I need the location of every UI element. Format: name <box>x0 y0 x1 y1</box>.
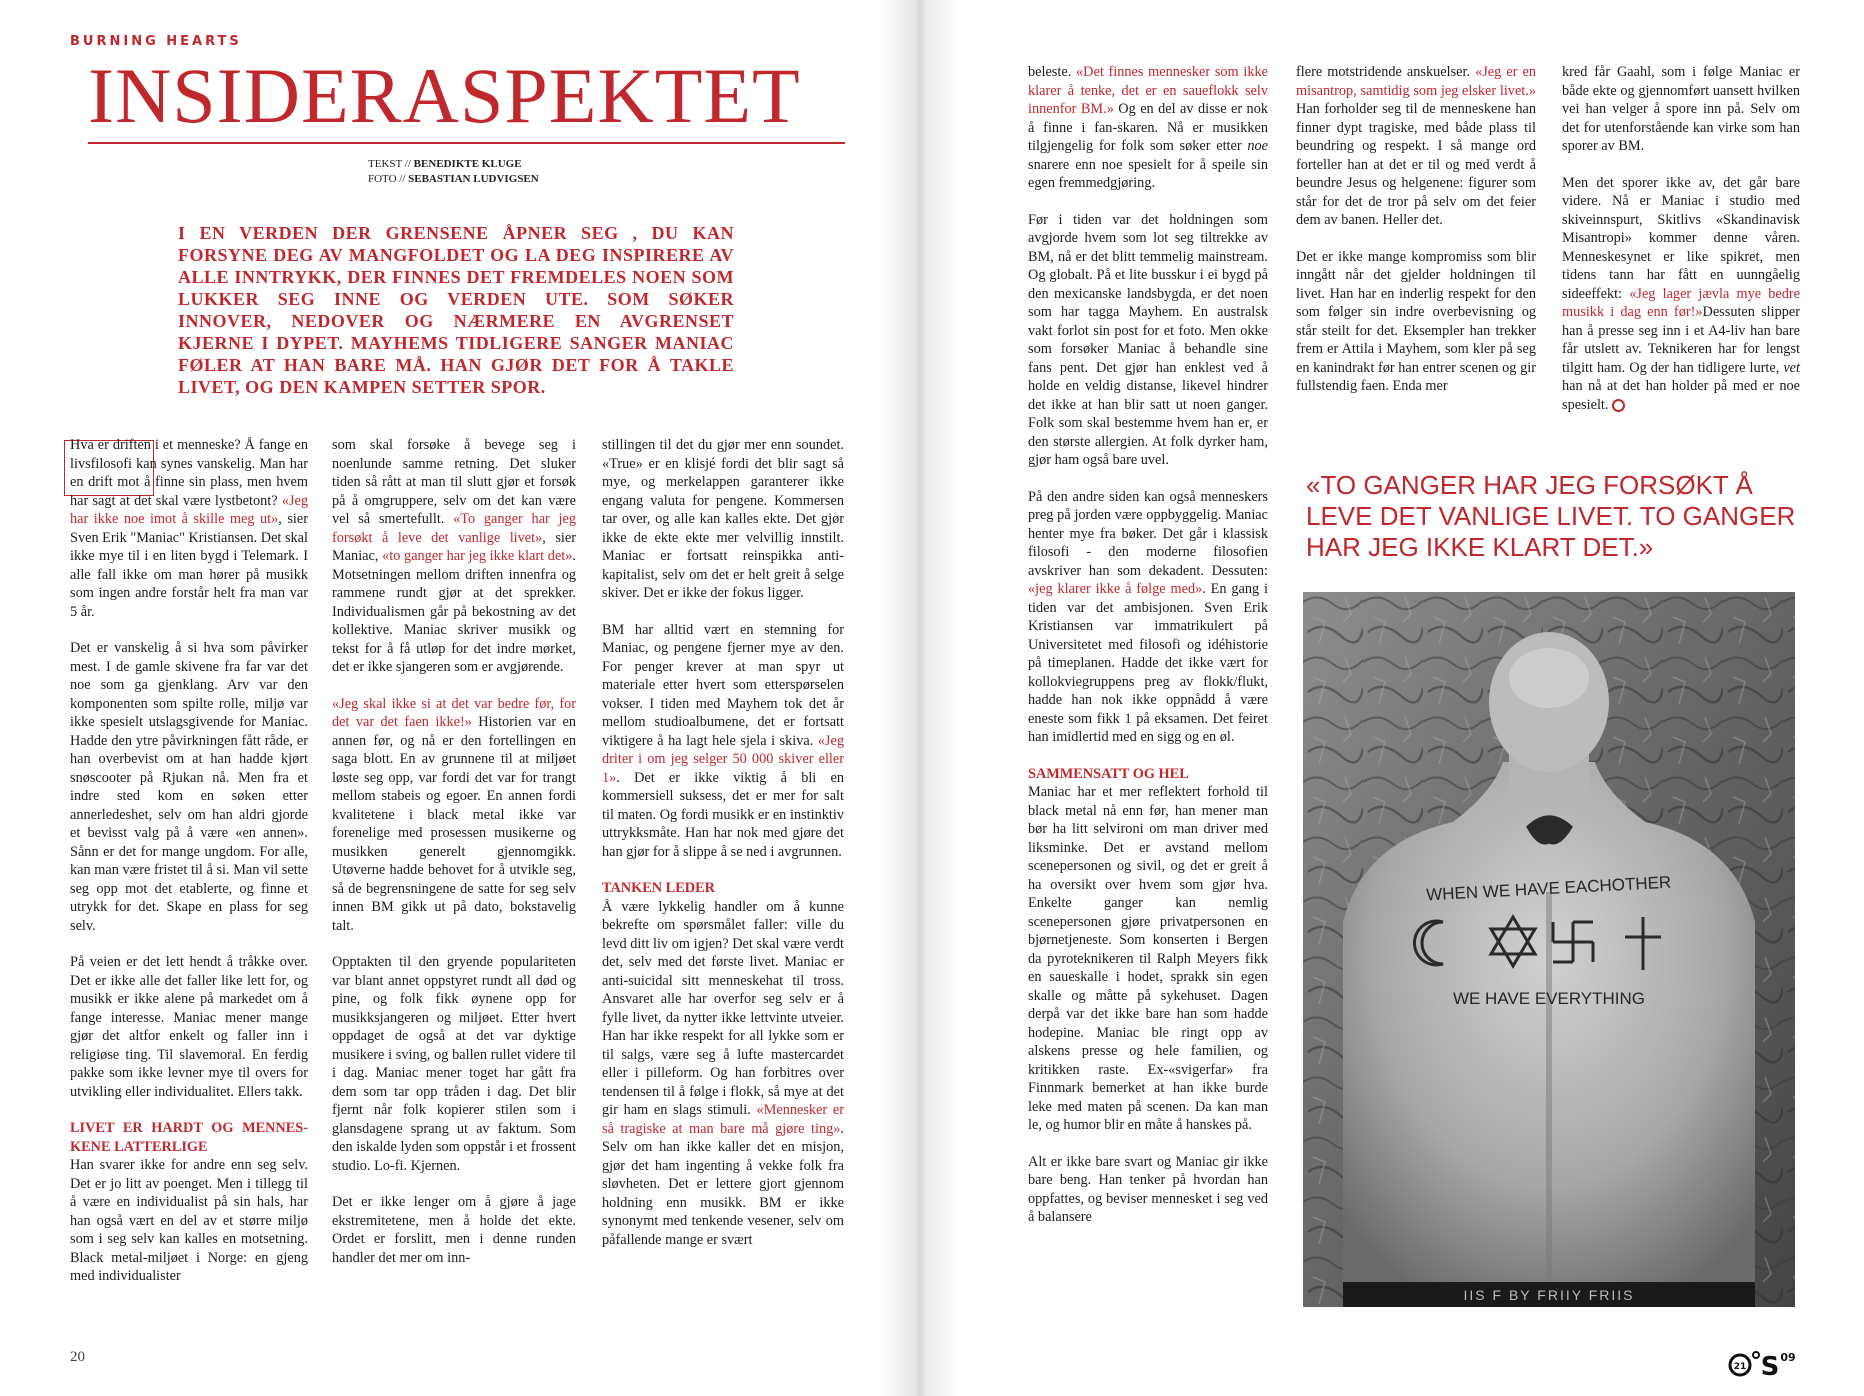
paragraph: Opptakten til den gryende populariteten var blant annet oppstyret rundt all død og pine, og folk fikk øynene opp for musikksjangeren og miljøet. Etter hvert oppdaget de også at det var dyktige musikere i sving, og ballen rullet videre til i dag. Maniac mener toget har gått fra dem som tar opp tråden i dag. Det blir fjernt når folk kopierer stilen som i glansdagene sprang ut av faktum. Som den iskalde lyden som oppstår i et frossent studio. Lo-fi. Kjernen. <box>332 954 576 1174</box>
subheading: TANKEN LEDER <box>602 880 715 896</box>
byline <box>368 157 539 187</box>
title-rule <box>88 142 845 144</box>
pull-quote: «TO GANGER HAR JEG FORSØKT Å LEVE DET VANLIGE LIVET. TO GANGER HAR JEG IKKE KLART DET.» <box>1306 470 1796 562</box>
byline-photo-label: FOTO // <box>368 173 406 185</box>
paragraph: Han svarer ikke for andre enn seg selv. Det er jo litt av poenget. Men i tillegg til å være en individualist på sin hals, har han også vært en del av et større miljø som i seg selv kan kalles en motsetning. Black metal-miljøet i Norge: en gjeng med individualister <box>70 1157 308 1284</box>
article-photo <box>1303 592 1795 1307</box>
paragraph: Før i tiden var det holdningen som avgjorde hvem som lot seg tiltrekke av BM, nå er det blitt temmelig mainstream. Og globalt. På et lite busskur i ei bygd på den mexicanske landsbygda, er det noen som har tagga Mayhem. En australsk vakt forlot sin post for et foto. Men okke som forsøker Maniac å behandle sine fans pent. Det gjør han enklest ved å holde en veldig distanse, likevel hindrer det ikke at han blir satt ut noen ganger. Folk som skal bestemme hvem han er, er den største allergien. At folk dyrker ham, gjør ham også bare uvel. <box>1028 211 1268 468</box>
paragraph: beleste. «Det finnes mennesker som ikke klarer å tenke, det er en saueflokk selv innenfor BM.» Og en del av disse er nok å finne i fan-skaren. Nå er musikken tilgjengelig for folk som søker etter noe snarere enn noe spesielt for å speile sin egen fremmedgjøring. <box>1028 64 1269 191</box>
page-number-right: 21 <box>1733 1362 1747 1372</box>
end-mark-icon <box>1612 399 1625 412</box>
paragraph: Hva er driften i et menneske? Å fange en livsfilosofi kan synes vanskelig. Man har en drift mot å finne sin plass, men hvem har sagt at det skal være lystbetont? «Jeg har ikke noe imot å skille meg ut», sier Sven Erik "Maniac" Kristiansen. Det skal ikke mye til i en liten bygd i Telemark. I alle fall ikke om man hører på musikk som ingen andre forstår helt fra man var 5 år. <box>70 437 308 620</box>
logo-issue: 09 <box>1780 1351 1796 1364</box>
column-6 <box>1562 63 1800 414</box>
column-1 <box>70 436 308 1286</box>
paragraph: Det er ikke lenger om å gjøre å jage ekstremitetene, men å holde det ekte. Ordet er forslitt, men i denne runden handler det mer om inn- <box>332 1194 576 1266</box>
paragraph: flere motstridende anskuelser. «Jeg er en misantrop, samtidig som jeg elsker livet.» Han forholder seg til de menneskene han finner dypt tragiske, med både plass til beundring og respekt. I så mange ord forteller han at det er til og med verdt å beundre Jesus og helgenene: figurer som står for det de tror på selv om det feier dem av banen. Heller det. <box>1296 64 1536 228</box>
page-number-left: 20 <box>70 1349 85 1365</box>
quote: «To ganger har jeg forsøkt å leve det vanlige livet» <box>332 511 577 546</box>
paragraph: som skal forsøke å bevege seg i noenlunde samme retning. Det sluker tiden så rått at man til slutt gjør et forsøk på å omgruppere, selv om det kan være vel så smertefullt. «To ganger har jeg forsøkt å leve det vanlige livet», sier Maniac, «to ganger har jeg ikke klart det». Motsetningen mellom driften innenfra og rammene rundt gjør at det sprekker. Individualismen går på bekostning av det kollektive. Maniac skriver musikk og tekst for å få utløp for det indre mørket, det er ikke sjangeren som er avgjørende. <box>332 437 577 675</box>
paragraph: stillingen til det du gjør mer enn soundet. «True» er en klisjé fordi det blir sagt så mye, og merkelappen garanterer ikke engang valuta for pengene. Kommersen tar over, og alle kan kalles ekte. Det gjør ikke de ekte ekte mer velvillig innstilt. Maniac er fortsatt reinspikka anti-kapitalist, selv om det er helt greit å selge skiver. Det er ikke der fokus ligger. <box>602 437 844 601</box>
logo-letter: S <box>1760 1352 1780 1379</box>
paragraph: På den andre siden kan også menneskers preg på jorden være oppbyggelig. Maniac henter mye fra bøker. Det går i klassisk filosofi - den moderne filosofien avskriver han som dekadent. Dessuten: «jeg klarer ikke å følge med». En gang i tiden var det ambisjonen. Sven Erik Kristiansen var immatrikulert på Universitetet med filosofi og idéhistorie på timeplanen. Hadde det ikke vært for kollokviegruppens preg av flokk/flukt, hadde han nok ikke oppnådd å være eneste som fikk 1 på eksamen. Det feiret han imidlertid med en sigg og en øl. <box>1028 488 1268 745</box>
byline-photographer: SEBASTIAN LUDVIGSEN <box>408 173 539 185</box>
column-2 <box>332 436 576 1267</box>
quote: «Mennesker er så tragiske at man bare må gjøre ting» <box>602 1102 844 1137</box>
quote: «Jeg skal ikke si at det var bedre før, for det var det faen ikke!» <box>332 695 576 730</box>
paragraph: «Jeg skal ikke si at det var bedre før, for det var det faen ikke!» Historien var en annen før, og nå er den fortellingen en saga blott. En av grunnene til at miljøet løste seg opp, var fordi det var for trangt mellom stabeis og egoer. En annen fordi kvalitetene i black metal ikke var forenelige med prosessen musikerne og musikken generelt gjennomgikk. Utøverne hadde behovet for å utvikle seg, så de begrensningene de satte for seg selv innen BM gikk ut på dato, bokstavelig talt. <box>332 695 576 934</box>
paragraph: Å være lykkelig handler om å kunne bekrefte om spørsmålet faller: ville du levd ditt liv om igjen? Det skal være verdt det, selv med det første livet. Maniac er anti-suicidal sitt menneskehat til tross. Ansvaret alle har overfor seg selv er å fylle livet, da nytter ikke lettvinte utveier. Han har ikke respekt for all lykke som er til salgs, være seg å lufte mastercardet eller i pilleform. Og han forbitres over tendensen til å følge i flokk, så mye at det gir ham en slags stimuli. «Mennesker er så tragiske at man bare må gjøre ting». Selv om han ikke kaller det en misjon, gjør det ham ingenting å vekke folk fra sløvheten. Det er lettere gjort gjennom holdning enn musikk. BM er ikke synonymt med tenkende vesener, selv om påfallende mange er svært <box>602 898 844 1248</box>
quote: «jeg klarer ikke å følge med» <box>1028 581 1203 597</box>
waistband-text: IIS F BY FRIIY FRIIS <box>1463 1287 1635 1303</box>
tattoo-text-top: WHEN WE HAVE EACHOTHER <box>1425 872 1672 905</box>
paragraph: På veien er det lett hendt å tråkke over. Det er ikke alle det faller like lett for, og musikk er ikke alene på markedet om å fange interesse. Maniac mener mange gjør det altfor enkelt og faller inn i religiøse ting. Til slavemoral. En ferdig pakke som ikke levner mye til overs for utvikling eller individualitet. Ellers takk. <box>70 954 308 1100</box>
paragraph: Maniac har et mer reflektert forhold til black metal nå enn før, han mener man bør ha litt selvironi om man driver med liksminke. Det er avstand mellom scenepersonen og sivil, og det er greit å ha oversikt over hvem som gjør hva. Enkelte ganger kan nemlig scenepersonen gjøre privatpersonen en bjørnetjeneste. Som konserten i Bergen da pyroteknikeren til Ralph Meyers fikk en saueskalle i hodet, sprakk sin egen skalle og måtte på sykehuset. Dagen derpå var det ikke bare han som hadde hodepine. Maniac ble ringt opp av alskens presse og hele familien, og kritikken raste. Ex-«svigerfar» fra Finnmark bemerket at han ikke burde leke med maten på scenen. Da kan man le, og humor blir en måte å hanskes på. <box>1028 784 1268 1133</box>
logo-graphic <box>1728 1347 1798 1379</box>
quote: «Det finnes mennesker som ikke klarer å tenke, det er en saueflokk selv innenfor BM.» <box>1028 64 1269 117</box>
tattoo-text-bottom: WE HAVE EVERYTHING <box>1452 989 1646 1008</box>
quote: «to ganger har jeg ikke klart det» <box>382 548 573 564</box>
subheading: SAMMENSATT OG HEL <box>1028 765 1189 782</box>
byline-author: BENEDIKTE KLUGE <box>413 158 522 170</box>
quote: «Jeg driter i om jeg selger 50 000 skiver eller 1» <box>602 732 844 786</box>
subheading: LIVET ER HARDT OG MENNES-KENE LATTERLIGE <box>70 1120 308 1155</box>
article-title: INSIDERASPEKTET <box>88 52 801 139</box>
column-5 <box>1296 63 1536 396</box>
paragraph: Det er vanskelig å si hva som påvirker mest. I de gamle skivene fra far var det noe som ga gjenklang. Arv var den komponenten som spilte rolle, miljø var ikke spesielt utslagsgivende for Maniac. Hadde den ytre påvirkningen fått råde, er han overbevist om at han hadde kjørt snøscooter på Rjukan nå. Men fra et indre sted kom en søken etter annerledeshet, selv om han aldri gjorde et bevisst valg på å være «en annen». Sånn er det for mange ungdom. For alle, kan man være fristet til å si. Man vil sette seg opp mot det etablerte, og finne et utrykk for det. Skape en plass for seg selv. <box>70 640 308 934</box>
column-3 <box>602 436 844 1249</box>
paragraph: Men det sporer ikke av, det går bare videre. Nå er Maniac i studio med skiveinnspurt, Skitlivs «Skandinavisk Misantropi» kommer denne våren. Menneskesynet er like spikret, men tidens tann har fått en uunngåelig sideeffekt: «Jeg lager jævla mye bedre musikk i dag enn før!»Dessuten slipper han å presse seg inn i et A4-liv han bare får utslett av. Teknikeren har for lengst tilgitt ham. Og der han tidligere lurte, vet han nå at det han holder på med er noe spesielt. <box>1562 174 1801 413</box>
quote: «Jeg har ikke noe imot å skille meg ut» <box>70 492 308 527</box>
paragraph: BM har alltid vært en stemning for Maniac, og pengene fjerner mye av den. For penger krever at man spyr ut materiale etter hvert som etterspørselen vokser. I tiden med Mayhem tok det år mellom studioalbumene, det er fortsatt viktigere å ha lagt hele sjela i skiva. «Jeg driter i om jeg selger 50 000 skiver eller 1». Det er ikke viktig å bli en kommersiell suksess, det er mer for salt til maten. Og fordi musikk er en instinktiv uttrykksmåte. Han har nok med gjøre det han gjør for å slippe å se ned i avgrunnen. <box>602 621 844 860</box>
column-4 <box>1028 63 1268 1227</box>
magazine-logo <box>1728 1347 1798 1379</box>
section-kicker: BURNING HEARTS <box>70 34 242 49</box>
lead-paragraph: I EN VERDEN DER GRENSENE ÅPNER SEG , DU KAN FORSYNE DEG AV MANGFOLDET OG LA DEG INSPIRERE AV ALLE INNTRYKK, DER FINNES DET FREMDELES NOEN SOM LUKKER SEG INNE OG VERDEN UTE. SOM SØKER INNOVER, NEDOVER OG NÆRMERE EN AVGRENSET KJERNE I DYPET. MAYHEMS TIDLIGERE SANGER MANIAC FØLER AT HAN BARE MÅ. HAN GJØR DET FOR Å TAKLE LIVET, OG DEN KAMPEN SETTER SPOR. <box>178 223 734 397</box>
byline-text-label: TEKST // <box>368 158 411 170</box>
logo-degree-icon <box>1753 1352 1759 1358</box>
photo-illustration <box>1303 592 1795 1307</box>
page-gutter <box>880 0 960 1396</box>
paragraph: Det er ikke mange kompromiss som blir inngått når det gjelder holdningen til livet. Han har en inderlig respekt for den som følger sin indre overbevisning og står steilt for det. Eksempler han trekker frem er Attila i Mayhem, som kler på seg en kanindrakt før han entrer scenen og gir fullstendig faen. Enda mer <box>1296 248 1536 394</box>
paragraph: Alt er ikke bare svart og Maniac gir ikke bare beng. Han tenker på hvordan han oppfattes, og beviser mennesket i seg ved å balansere <box>1028 1153 1268 1225</box>
quote: «Jeg lager jævla mye bedre musikk i dag enn før!» <box>1562 285 1801 320</box>
quote: «Jeg er en misantrop, samtidig som jeg elsker livet.» <box>1296 64 1536 99</box>
paragraph: kred får Gaahl, som i følge Maniac er både ekte og gjennomført uansett hvilken vei han velger å spore inn på. Selv om det for utenforstående kan virke som han sporer av BM. <box>1562 64 1800 154</box>
